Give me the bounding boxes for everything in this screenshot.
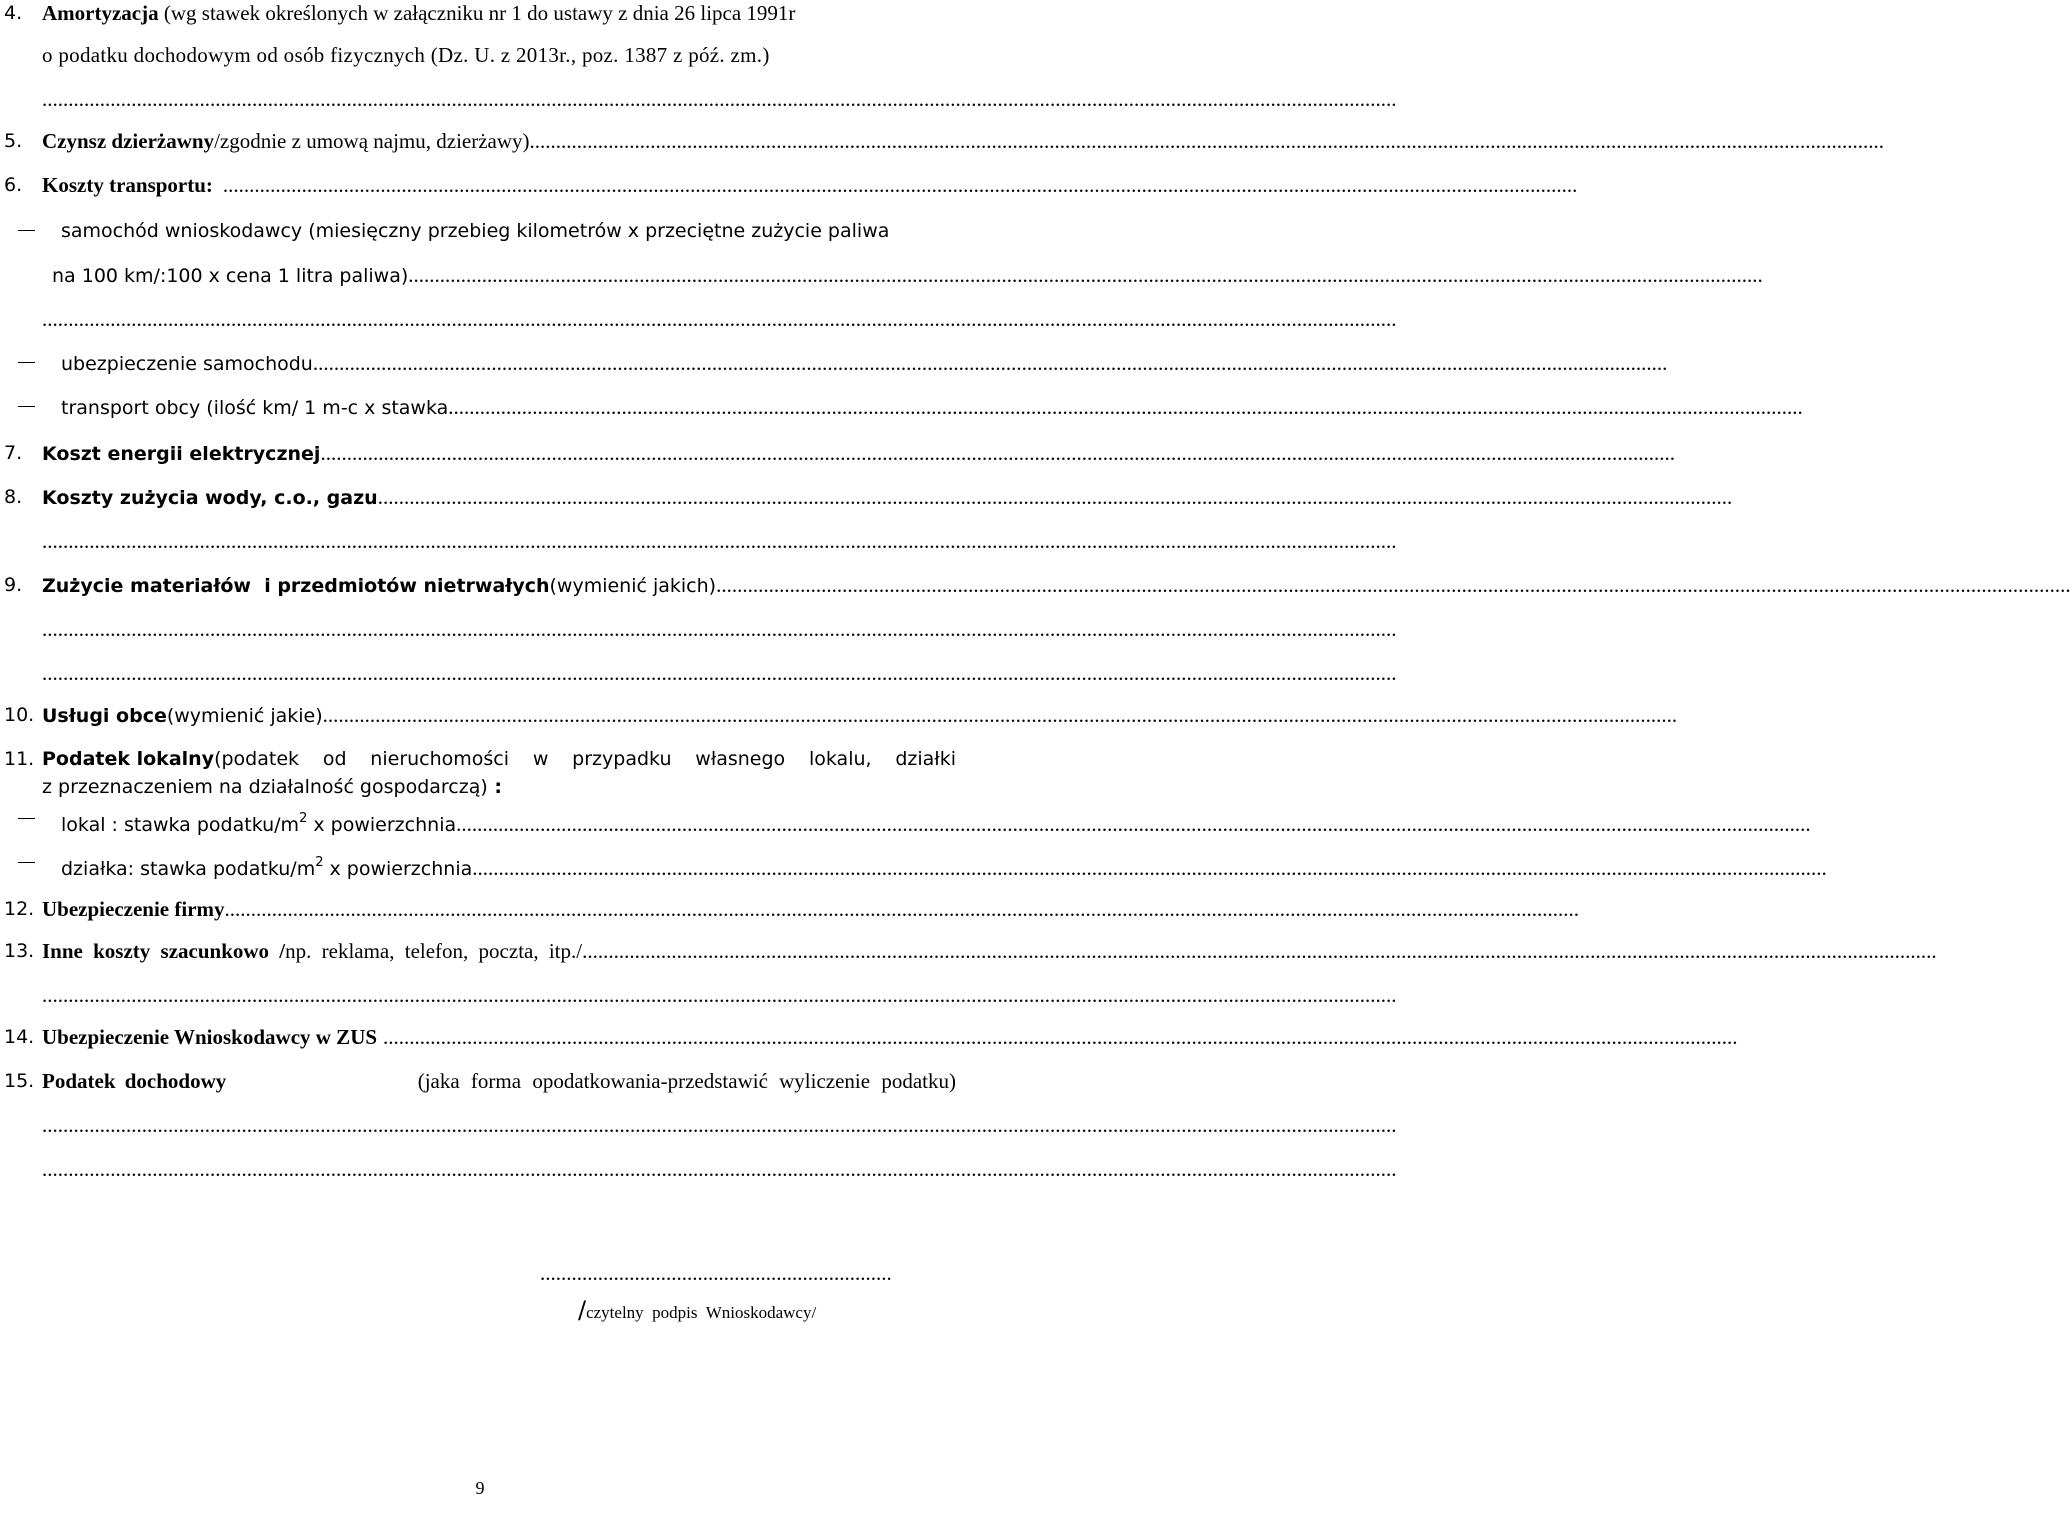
dotted-fill: .................................................................................................................................................................................................................................................................. — [42, 307, 1397, 331]
dotted-fill: .................................................................................................................................................................................................................................................................. — [42, 661, 1397, 685]
item-6-sub-2-line — [0, 350, 1668, 376]
item-6-sub-1-line-2 — [0, 262, 1763, 288]
dotted-fill: .................................................................................................................................................................................................................................................................. — [383, 1025, 1738, 1049]
item-13-number: 13. — [4, 940, 35, 962]
item-9-fill-line-1 — [0, 616, 1397, 642]
signature-line: ................................................................... — [540, 1261, 892, 1285]
item-11-line-1 — [0, 746, 960, 772]
dotted-fill: .................................................................................................................................................................................................................................................................. — [582, 939, 1937, 963]
item-9-text: (wymienić jakich) — [549, 575, 717, 597]
item-10-title: Usługi obce — [42, 705, 167, 727]
item-4-title: Amortyzacja — [42, 1, 159, 25]
item-15-line — [0, 1068, 960, 1094]
dotted-fill: .................................................................................................................................................................................................................................................................. — [529, 129, 1885, 153]
item-6-fill-line — [0, 306, 1397, 332]
signature-label — [578, 1296, 816, 1324]
item-9-line — [0, 572, 2071, 598]
item-13-text: np. reklama, telefon, poczta, itp./ — [285, 939, 583, 963]
item-6-sub-1-text: samochód wnioskodawcy (miesięczny przebieg kilometrów x przeciętne zużycie paliwa — [61, 220, 890, 242]
signature-slash: / — [578, 1296, 587, 1324]
item-6-sub-1-text-2: na 100 km/:100 x cena 1 litra paliwa) — [52, 265, 409, 287]
dash-bullet — [18, 362, 35, 363]
item-11-sub-2-text — [61, 850, 472, 882]
item-11-sub-1-pre: lokal : stawka podatku/m — [61, 814, 300, 836]
dotted-fill: .................................................................................................................................................................................................................................................................. — [322, 703, 1678, 727]
item-11-sub-2-line — [0, 850, 1827, 880]
item-4-fill-line — [0, 86, 1397, 112]
item-8-line — [0, 484, 1733, 510]
item-10-line — [0, 702, 1678, 728]
item-11-text-2: z przeznaczeniem na działalność gospodarczą) — [42, 776, 488, 798]
item-5-text: /zgodnie z umową najmu, dzierżawy) — [214, 129, 530, 153]
dash-bullet — [18, 818, 35, 819]
item-5-title: Czynsz dzierżawny — [42, 129, 215, 153]
item-7-title: Koszt energii elektrycznej — [42, 443, 321, 465]
item-4-line-2 — [0, 42, 960, 68]
superscript-2: 2 — [299, 811, 308, 826]
item-6-sub-3-text: transport obcy (ilość km/ 1 m-c x stawka — [61, 397, 449, 419]
item-14-title: Ubezpieczenie Wnioskodawcy w ZUS — [42, 1025, 378, 1049]
item-15-fill-line-1 — [0, 1112, 1397, 1138]
dotted-fill: .................................................................................................................................................................................................................................................................. — [222, 173, 1578, 197]
item-6-title: Koszty transportu: — [42, 173, 213, 197]
item-9-fill-line-2 — [0, 660, 1397, 686]
item-11-text: (podatek od nieruchomości w przypadku własnego lokalu, działki — [214, 748, 956, 770]
item-15-fill-line-2 — [0, 1156, 1397, 1182]
item-9-title: Zużycie materiałów i przedmiotów nietrwałych — [42, 575, 550, 597]
dotted-fill: .................................................................................................................................................................................................................................................................. — [472, 856, 1827, 880]
dotted-fill: .................................................................................................................................................................................................................................................................. — [42, 87, 1397, 111]
dotted-fill: .................................................................................................................................................................................................................................................................. — [42, 529, 1397, 553]
item-10-text: (wymienić jakie) — [166, 705, 323, 727]
item-12-title: Ubezpieczenie firmy — [42, 897, 225, 921]
item-6-sub-3-line — [0, 394, 1803, 420]
dotted-fill: .................................................................................................................................................................................................................................................................. — [377, 485, 1733, 509]
item-6-sub-2-text: ubezpieczenie samochodu — [61, 353, 313, 375]
item-13-fill-line — [0, 982, 1397, 1008]
dotted-fill: .................................................................................................................................................................................................................................................................. — [42, 1113, 1397, 1137]
item-11-colon: : — [487, 776, 502, 798]
item-8-title: Koszty zużycia wody, c.o., gazu — [42, 487, 378, 509]
item-6-number: 6. — [4, 174, 23, 196]
item-11-sub-1-line — [0, 806, 1811, 836]
item-14-line — [0, 1024, 1738, 1050]
item-11-title: Podatek lokalny — [42, 748, 215, 770]
item-11-sub-2-pre: działka: stawka podatku/m — [61, 858, 316, 880]
dash-bullet — [18, 406, 35, 407]
item-12-number: 12. — [4, 898, 35, 920]
dotted-fill: .................................................................................................................................................................................................................................................................. — [42, 617, 1397, 641]
signature-label-text: czytelny podpis Wnioskodawcy/ — [586, 1303, 817, 1322]
item-4-number: 4. — [4, 2, 23, 24]
item-10-number: 10. — [4, 704, 35, 726]
dotted-fill: .................................................................................................................................................................................................................................................................. — [320, 441, 1675, 465]
item-11-sub-1-post: x powierzchnia — [307, 814, 457, 836]
item-7-number: 7. — [4, 442, 23, 464]
item-4-text-line-2: o podatku dochodowym od osób fizycznych (Dz. U. z 2013r., poz. 1387 z póź. zm.) — [42, 43, 770, 67]
dotted-fill: .................................................................................................................................................................................................................................................................. — [408, 263, 1763, 287]
dotted-fill: .................................................................................................................................................................................................................................................................. — [42, 983, 1397, 1007]
item-8-number: 8. — [4, 486, 23, 508]
page-number: 9 — [475, 1478, 485, 1498]
item-15-number: 15. — [4, 1070, 35, 1092]
item-14-number: 14. — [4, 1026, 35, 1048]
dotted-fill: .................................................................................................................................................................................................................................................................. — [448, 395, 1803, 419]
dotted-fill: .................................................................................................................................................................................................................................................................. — [456, 812, 1811, 836]
dotted-fill: .................................................................................................................................................................................................................................................................. — [312, 351, 1668, 375]
superscript-2: 2 — [315, 855, 324, 870]
dotted-fill: .................................................................................................................................................................................................................................................................. — [716, 573, 2071, 597]
item-12-line — [0, 896, 1580, 922]
dash-bullet — [18, 230, 35, 231]
item-11-line-2 — [0, 774, 960, 800]
item-5-line — [0, 128, 1885, 154]
item-4-line-1 — [0, 0, 960, 26]
item-5-number: 5. — [4, 130, 23, 152]
item-11-number: 11. — [4, 748, 35, 770]
item-13-title: Inne koszty szacunkowo / — [42, 939, 286, 963]
item-11-sub-2-post: x powierzchnia — [323, 858, 473, 880]
dotted-fill: .................................................................................................................................................................................................................................................................. — [42, 1157, 1397, 1181]
item-9-number: 9. — [4, 574, 23, 596]
item-11-sub-1-text — [61, 806, 456, 838]
item-4-text: (wg stawek określonych w załączniku nr 1 do ustawy z dnia 26 lipca 1991r — [158, 1, 796, 25]
item-13-line — [0, 938, 1937, 964]
item-6-line — [0, 172, 1578, 198]
item-6-sub-1-line-1 — [0, 218, 960, 244]
dash-bullet — [18, 862, 35, 863]
item-7-line — [0, 440, 1675, 466]
item-15-title: Podatek dochodowy — [42, 1069, 227, 1093]
item-8-fill-line — [0, 528, 1397, 554]
dotted-fill: .................................................................................................................................................................................................................................................................. — [224, 897, 1580, 921]
item-15-text: (jaka forma opodatkowania-przedstawić wyliczenie podatku) — [417, 1069, 956, 1093]
